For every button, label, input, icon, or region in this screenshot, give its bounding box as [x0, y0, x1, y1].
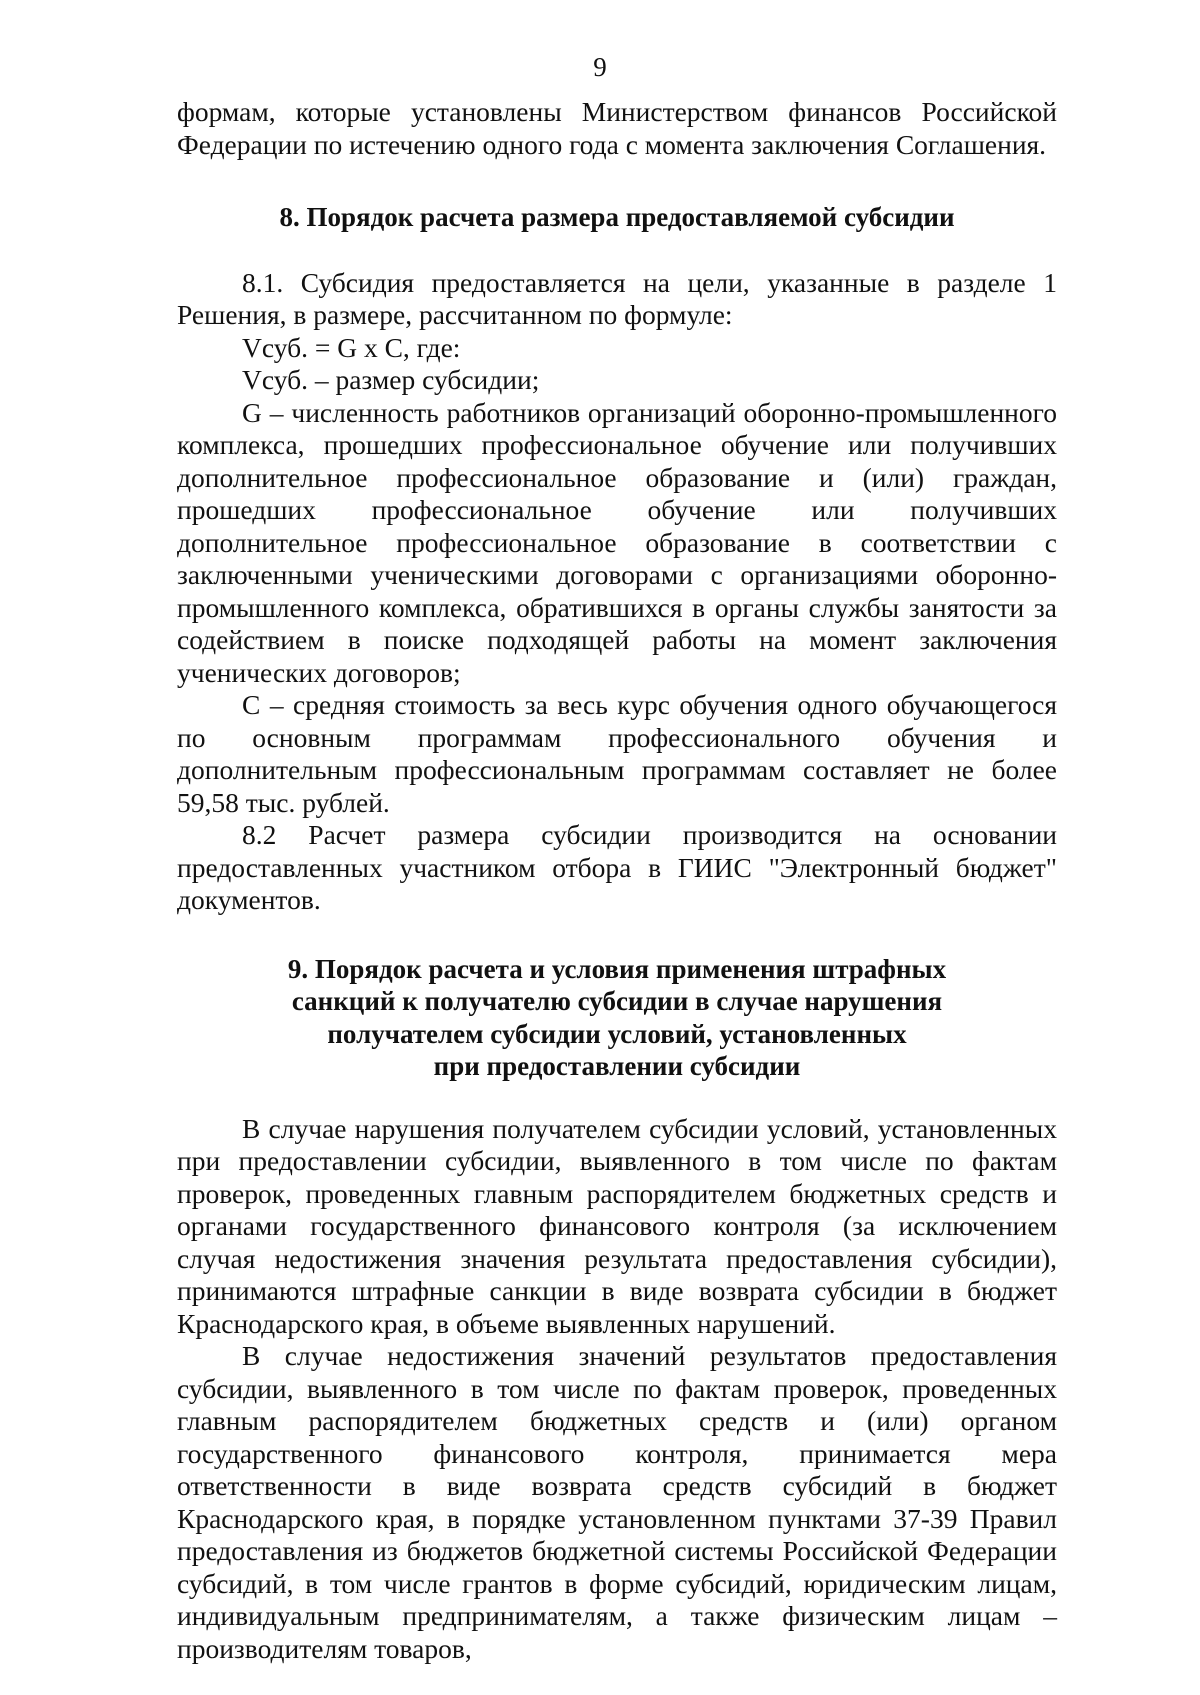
section-9-heading [177, 953, 1057, 1083]
section-8-2-paragraph: 8.2 Расчет размера субсидии производится на основании предоставленных участником отбора в ГИИС "Электронный бюджет" документов. [177, 819, 1057, 915]
section-9-heading-line: получателем субсидии условий, установленных [327, 1018, 907, 1049]
section-9-heading-line: 9. Порядок расчета и условия применения штрафных [287, 953, 947, 984]
definition-g: G – численность работников организаций оборонно-промышленного комплекса, прошедших профессиональное обучение или получивших дополнительное профессиональное образование и (или) граждан, прошедших профессиональное обучение или получивших дополнительное профессиональное образование в соответствии с заключенными ученическими договорами с организациями оборонно-промышленного комплекса, обратившихся в органы службы занятости за содействием в поиске подходящей работы на момент заключения ученических договоров; [177, 396, 1057, 688]
section-9-paragraph-2: В случае недостижения значений результатов предоставления субсидии, выявленного в том числе по фактам проверок, проведенных главным распорядителем бюджетных средств и (или) органом государственного финансового контроля, принимается мера ответственности в виде возврата средств субсидий в бюджет Краснодарского края, в порядке установленном пунктами 37-39 Правил предоставления из бюджетов бюджетной системы Российской Федерации субсидий, в том числе грантов в форме субсидий, юридическим лицам, индивидуальным предпринимателям, а также физическим лицам – производителям товаров, [177, 1340, 1057, 1664]
page-number: 9 [593, 52, 607, 82]
section-9-heading-line: санкций к получателю субсидии в случае нарушения [291, 986, 943, 1016]
document-body [177, 96, 1057, 1665]
section-8-1-paragraph: 8.1. Субсидия предоставляется на цели, указанные в разделе 1 Решения, в размере, рассчитанном по формуле: [177, 266, 1057, 330]
section-8-heading: 8. Порядок расчета размера предоставляемой субсидии [279, 202, 955, 232]
definition-c: C – средняя стоимость за весь курс обучения одного обучающегося по основным программам профессионального обучения и дополнительным профессиональным программам составляет не более 59,58 тыс. рублей. [177, 689, 1057, 818]
section-9-paragraph-1: В случае нарушения получателем субсидии условий, установленных при предоставлении субсидии, выявленного в том числе по фактам проверок, проведенных главным распорядителем бюджетных средств и органами государственного финансового контроля (за исключением случая недостижения значения результата предоставления субсидии), принимаются штрафные санкции в виде возврата субсидии в бюджет Краснодарского края, в объеме выявленных нарушений. [177, 1112, 1057, 1339]
definition-v: Vсуб. – размер субсидии; [242, 364, 540, 395]
formula-line: Vсуб. = G x C, где: [242, 331, 461, 363]
intro-paragraph: формам, которые установлены Министерством финансов Российской Федерации по истечению одного года с момента заключения Соглашения. [177, 96, 1057, 160]
section-9-heading-line: при предоставлении субсидии [433, 1051, 801, 1081]
